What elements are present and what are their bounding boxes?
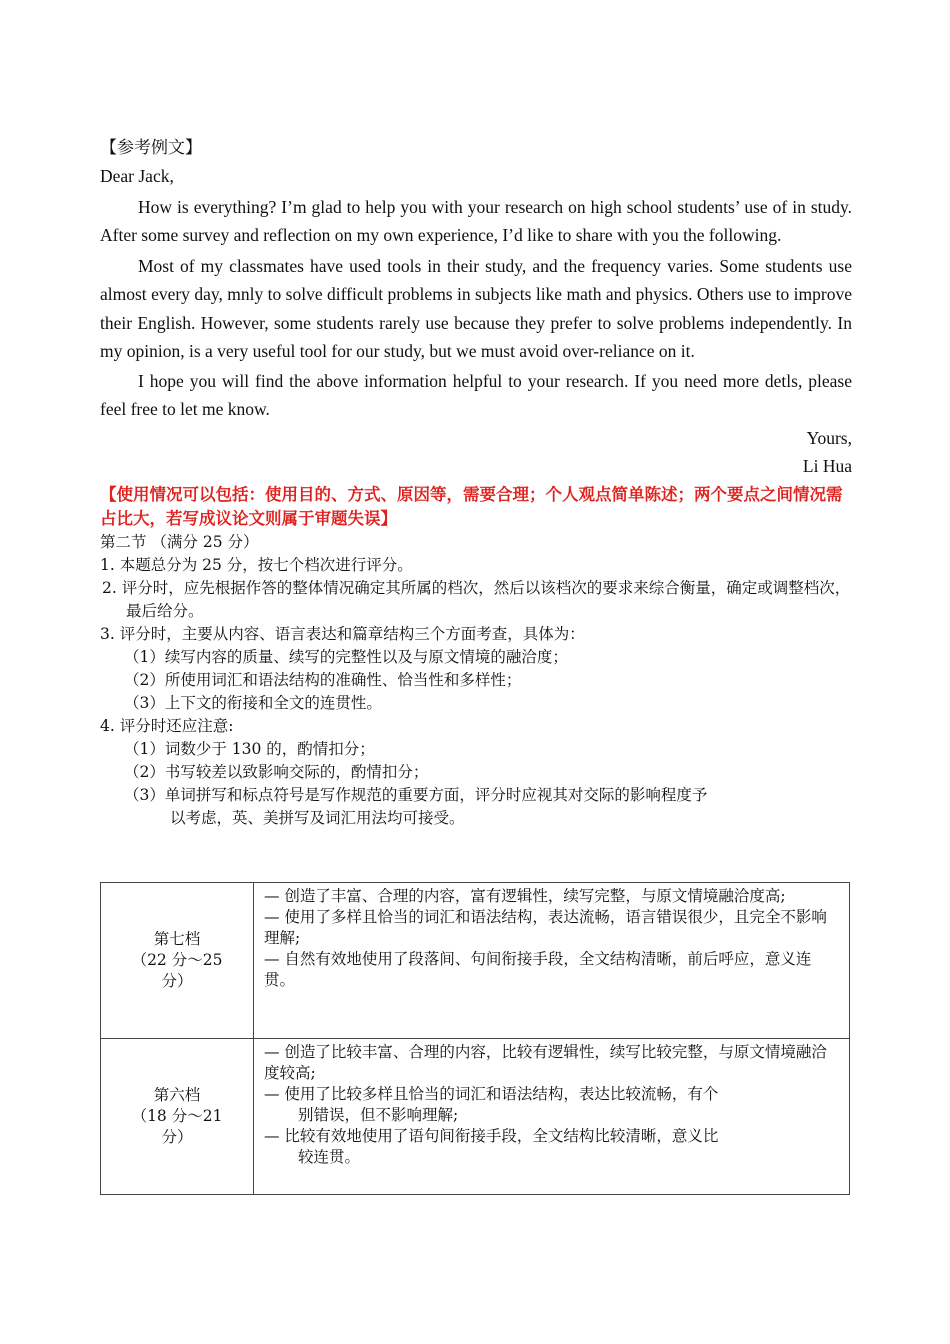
rule-4-item-3 [100, 784, 852, 830]
grade-description-cell [254, 1039, 850, 1195]
rule-2: 2. 评分时，应先根据作答的整体情况确定其所属的档次，然后以该档次的要求来综合衡量，确定或调整档次，最后给分。 [102, 578, 851, 620]
grade-score-range-end: 分） [161, 1128, 193, 1146]
rule-3-item-1: （1）续写内容的质量、续写的完整性以及与原文情境的融洽度； [124, 647, 568, 666]
grade-criterion-content: — 创造了比较丰富、合理的内容，比较有逻辑性，续写比较完整，与原文情境融洽度较高; [264, 1043, 827, 1082]
grade-criterion-language: — 使用了多样且恰当的词汇和语法结构，表达流畅，语言错误很少，且完全不影响理解; [264, 908, 827, 947]
document-page [100, 134, 852, 830]
grade-criterion-content: — 创造了丰富、合理的内容，富有逻辑性，续写完整，与原文情境融洽度高; [264, 887, 786, 905]
essay-signature: Li Hua [802, 456, 852, 476]
grading-table [100, 882, 850, 1195]
rule-4-item-3-line-2: 以考虑，英、美拼写及词汇用法均可接受。 [170, 808, 465, 827]
grade-row-7 [101, 883, 850, 1039]
rule-3: 3. 评分时，主要从内容、语言表达和篇章结构三个方面考查，具体为： [100, 624, 585, 643]
rule-4-item-3-line-1: （3）单词拼写和标点符号是写作规范的重要方面，评分时应视其对交际的影响程度予 [124, 785, 708, 804]
essay-closing: Yours, [806, 427, 852, 448]
grade-criterion-structure: — 自然有效地使用了段落间、句间衔接手段，全文结构清晰，前后呼应，意义连贯。 [264, 950, 812, 989]
rule-4-item-2: （2）书写较差以致影响交际的，酌情扣分； [124, 762, 429, 781]
scoring-section [100, 531, 852, 830]
grade-score-range: （18 分～21 [131, 1107, 223, 1125]
essay-paragraph-3: I hope you will find the above information helpful to your research. If you need more detls, please feel free to let me know. [100, 370, 852, 419]
grade-level-name: 第七档 [153, 930, 201, 948]
rule-4-item-1: （1）词数少于 130 的，酌情扣分； [124, 739, 375, 758]
usage-note: 【使用情况可以包括：使用目的、方式、原因等，需要合理；个人观点简单陈述；两个要点之间情况需占比大，若写成议论文则属于审题失误】 [100, 484, 843, 528]
essay-paragraph-2: Most of my classmates have used tools in their study, and the frequency varies. Some students use almost every day, mnly to solve difficult problems in subjects like math and physics. Others use to improve their English. However, some students rarely use because they prefer to solve problems independently. In my opinion, is a very useful tool for our study, but we must avoid over-reliance on it. [100, 255, 852, 361]
grade-score-range-end: 分） [161, 972, 193, 990]
sample-essay-heading: 【参考例文】 [100, 138, 202, 158]
grade-criterion-language-line-1: — 使用了比较多样且恰当的词汇和语法结构，表达比较流畅，有个 [264, 1085, 719, 1103]
grade-criterion-language-line-2: 别错误，但不影响理解; [298, 1106, 459, 1124]
grade-criterion-structure-line-1: — 比较有效地使用了语句间衔接手段，全文结构比较清晰，意义比 [264, 1127, 719, 1145]
rule-1: 1. 本题总分为 25 分，按七个档次进行评分。 [100, 555, 413, 574]
grade-criterion-structure [264, 1126, 841, 1168]
grade-row-6 [101, 1039, 850, 1195]
section-title: 第二节 （满分 25 分） [100, 532, 259, 551]
rule-3-item-3: （3）上下文的衔接和全文的连贯性。 [124, 693, 382, 712]
grade-score-range: （22 分～25 [131, 951, 223, 969]
essay-paragraph-1: How is everything? I’m glad to help you with your research on high school students’ use of in study. After some survey and reflection on my own experience, I’d like to share with you the following. [100, 196, 852, 245]
essay-greeting: Dear Jack, [100, 166, 174, 186]
grade-description-cell [254, 883, 850, 1039]
grade-level-cell [101, 1039, 254, 1195]
grade-level-cell [101, 883, 254, 1039]
grade-criterion-structure-line-2: 较连贯。 [298, 1148, 361, 1166]
grade-level-name: 第六档 [153, 1086, 201, 1104]
rule-4: 4. 评分时还应注意: [100, 716, 234, 735]
rule-3-item-2: （2）所使用词汇和语法结构的准确性、恰当性和多样性； [124, 670, 522, 689]
grade-criterion-language [264, 1084, 841, 1126]
